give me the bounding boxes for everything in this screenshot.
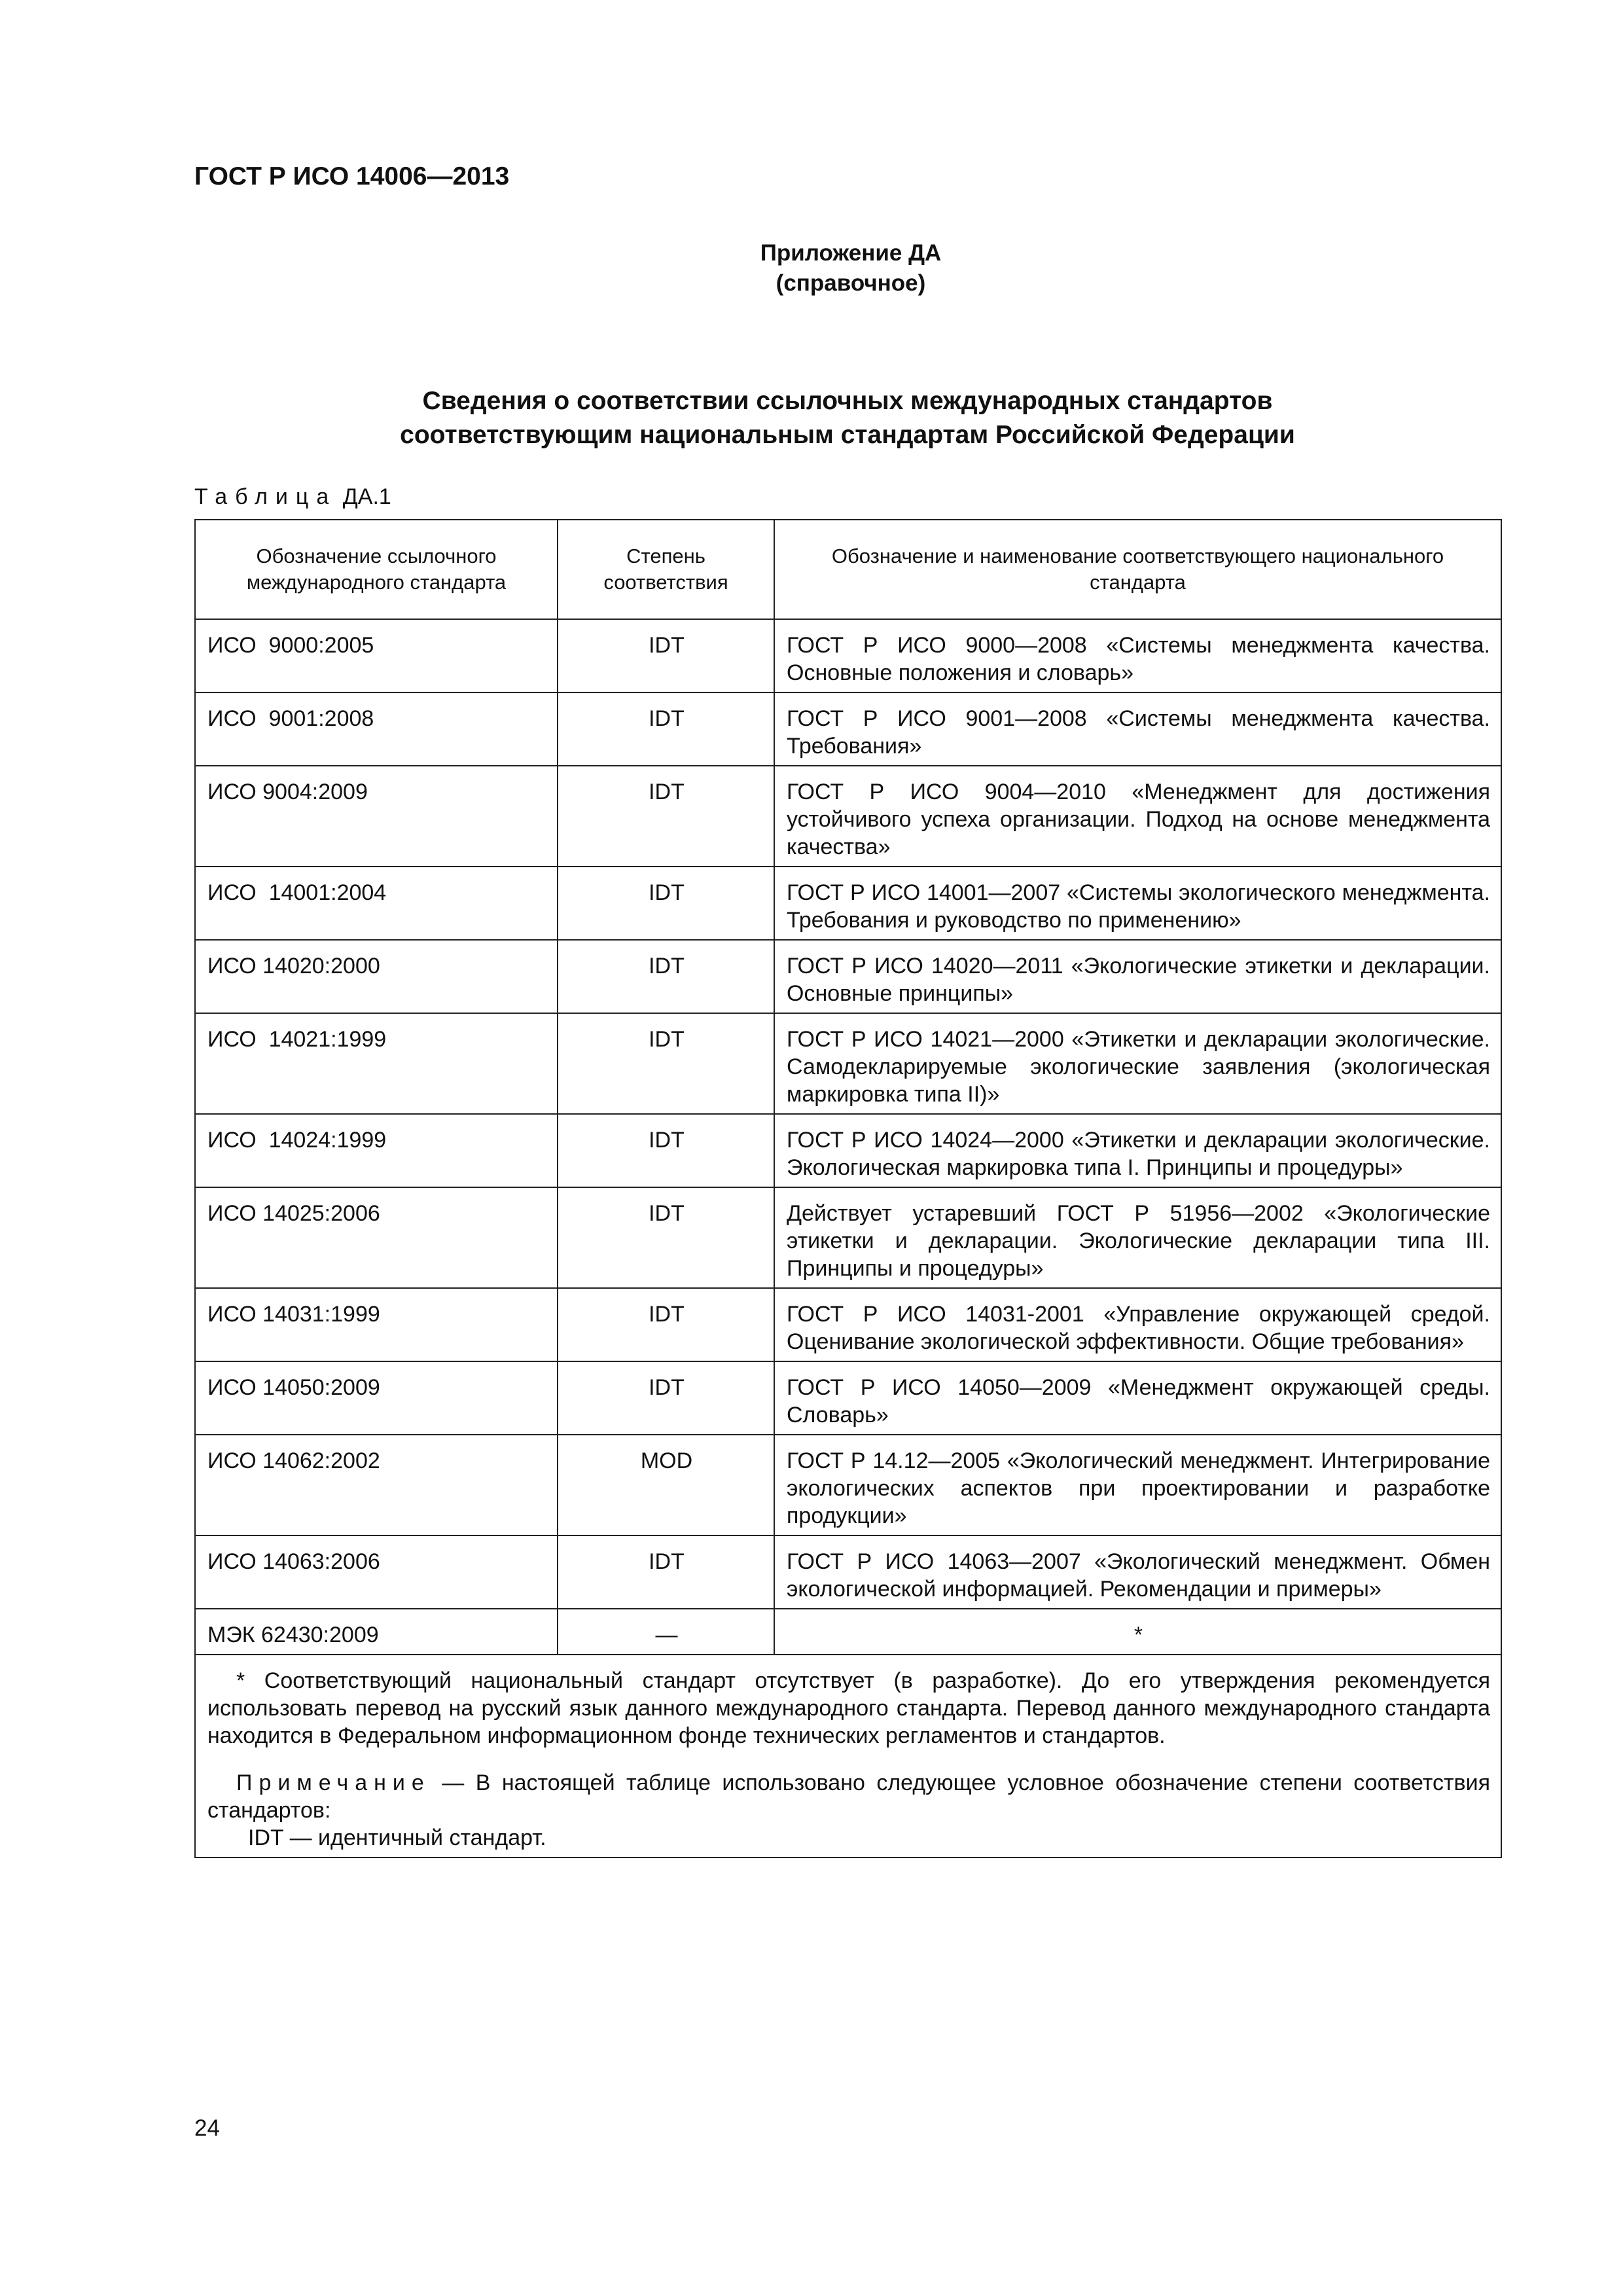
table-note-cell	[195, 1655, 1501, 1857]
table-body	[195, 619, 1501, 1655]
conformity-degree-cell: —	[558, 1609, 774, 1655]
column-header-degree: Степень соответствия	[558, 520, 774, 619]
national-standard-cell: ГОСТ Р ИСО 14063—2007 «Экологический менеджмент. Обмен экологической информацией. Рекомендации и примеры»	[774, 1535, 1501, 1609]
reference-standard-cell: ИСО 14050:2009	[195, 1361, 558, 1435]
conformity-degree-cell: IDT	[558, 1013, 774, 1114]
conformity-degree-cell: IDT	[558, 1535, 774, 1609]
table-caption	[194, 484, 391, 510]
national-standard-cell: ГОСТ Р ИСО 9001—2008 «Системы менеджмента качества. Требования»	[774, 692, 1501, 766]
conformity-degree-cell: IDT	[558, 867, 774, 940]
section-title	[194, 384, 1501, 452]
remark-label: Примечание	[236, 1770, 431, 1795]
national-standard-cell: ГОСТ Р ИСО 14050—2009 «Менеджмент окружающей среды. Словарь»	[774, 1361, 1501, 1435]
column-header-reference: Обозначение ссылочного международного стандарта	[195, 520, 558, 619]
national-standard-cell: ГОСТ Р ИСО 9000—2008 «Системы менеджмента качества. Основные положения и словарь»	[774, 619, 1501, 692]
section-title-line-2: соответствующим национальным стандартам Российской Федерации	[400, 421, 1295, 449]
national-standard-cell: *	[774, 1609, 1501, 1655]
reference-standard-cell: ИСО 14021:1999	[195, 1013, 558, 1114]
table-row	[195, 619, 1501, 692]
conformity-degree-cell: IDT	[558, 766, 774, 867]
table-caption-number: ДА.1	[342, 484, 391, 509]
page-number: 24	[194, 2115, 220, 2141]
reference-standard-cell: ИСО 14063:2006	[195, 1535, 558, 1609]
conformity-degree-cell: IDT	[558, 619, 774, 692]
national-standard-cell: Действует устаревший ГОСТ Р 51956—2002 «Экологические этикетки и декларации. Экологические декларации типа III. Принципы и процедуры»	[774, 1187, 1501, 1288]
conformity-degree-cell: IDT	[558, 1114, 774, 1187]
reference-standard-cell: ИСО 14001:2004	[195, 867, 558, 940]
reference-standard-cell: ИСО 9004:2009	[195, 766, 558, 867]
reference-standard-cell: ИСО 9001:2008	[195, 692, 558, 766]
table-footnote: * Соответствующий национальный стандарт отсутствует (в разработке). До его утверждения рекомендуется использовать перевод на русский язык данного международного стандарта. Перевод данного международного стандарта находится в Федеральном информационном фонде технических регламентов и стандартов.	[207, 1668, 1490, 1748]
table-row	[195, 1535, 1501, 1609]
national-standard-cell: ГОСТ Р ИСО 9004—2010 «Менеджмент для достижения устойчивого успеха организации. Подход на основе менеджмента качества»	[774, 766, 1501, 867]
table-row	[195, 867, 1501, 940]
reference-standard-cell: ИСО 14024:1999	[195, 1114, 558, 1187]
conformity-degree-cell: IDT	[558, 940, 774, 1013]
reference-standard-cell: МЭК 62430:2009	[195, 1609, 558, 1655]
appendix-title: Приложение ДА	[760, 240, 942, 266]
reference-standard-cell: ИСО 14025:2006	[195, 1187, 558, 1288]
conformity-degree-cell: IDT	[558, 1187, 774, 1288]
national-standard-cell: ГОСТ Р 14.12—2005 «Экологический менеджмент. Интегрирование экологических аспектов при проектировании и разработке продукции»	[774, 1435, 1501, 1535]
table-row	[195, 1361, 1501, 1435]
correspondence-table	[194, 519, 1502, 1858]
table-row	[195, 1288, 1501, 1361]
table-remark	[207, 1769, 1490, 1824]
national-standard-cell: ГОСТ Р ИСО 14021—2000 «Этикетки и декларации экологические. Самодекларируемые экологические заявления (экологическая маркировка типа II)»	[774, 1013, 1501, 1114]
reference-standard-cell: ИСО 14020:2000	[195, 940, 558, 1013]
national-standard-cell: ГОСТ Р ИСО 14031-2001 «Управление окружающей средой. Оценивание экологической эффективности. Общие требования»	[774, 1288, 1501, 1361]
conformity-degree-cell: IDT	[558, 1288, 774, 1361]
conformity-degree-cell: IDT	[558, 692, 774, 766]
table-note-row	[195, 1655, 1501, 1857]
national-standard-cell: ГОСТ Р ИСО 14001—2007 «Системы экологического менеджмента. Требования и руководство по применению»	[774, 867, 1501, 940]
national-standard-cell: ГОСТ Р ИСО 14020—2011 «Экологические этикетки и декларации. Основные принципы»	[774, 940, 1501, 1013]
table-caption-word: Таблица	[194, 484, 337, 509]
table-header-row	[195, 520, 1501, 619]
table-row	[195, 940, 1501, 1013]
appendix-heading	[0, 238, 1623, 298]
conformity-degree-cell: IDT	[558, 1361, 774, 1435]
column-header-national: Обозначение и наименование соответствующего национального стандарта	[774, 520, 1501, 619]
reference-standard-cell: ИСО 14031:1999	[195, 1288, 558, 1361]
table-row	[195, 1187, 1501, 1288]
reference-standard-cell: ИСО 9000:2005	[195, 619, 558, 692]
table-row	[195, 766, 1501, 867]
conformity-degree-cell: MOD	[558, 1435, 774, 1535]
table-row	[195, 1435, 1501, 1535]
table-row	[195, 1013, 1501, 1114]
remark-text: — В настоящей таблице использовано следующее условное обозначение степени соответствия стандартов:	[207, 1770, 1490, 1823]
section-title-line-1: Сведения о соответствии ссылочных международных стандартов	[422, 387, 1273, 415]
table-row	[195, 1114, 1501, 1187]
remark-legend: IDT — идентичный стандарт.	[248, 1825, 546, 1850]
national-standard-cell: ГОСТ Р ИСО 14024—2000 «Этикетки и декларации экологические. Экологическая маркировка типа I. Принципы и процедуры»	[774, 1114, 1501, 1187]
table-row	[195, 1609, 1501, 1655]
table-row	[195, 692, 1501, 766]
appendix-subtitle: (справочное)	[776, 270, 926, 296]
reference-standard-cell: ИСО 14062:2002	[195, 1435, 558, 1535]
document-code: ГОСТ Р ИСО 14006—2013	[194, 162, 510, 190]
